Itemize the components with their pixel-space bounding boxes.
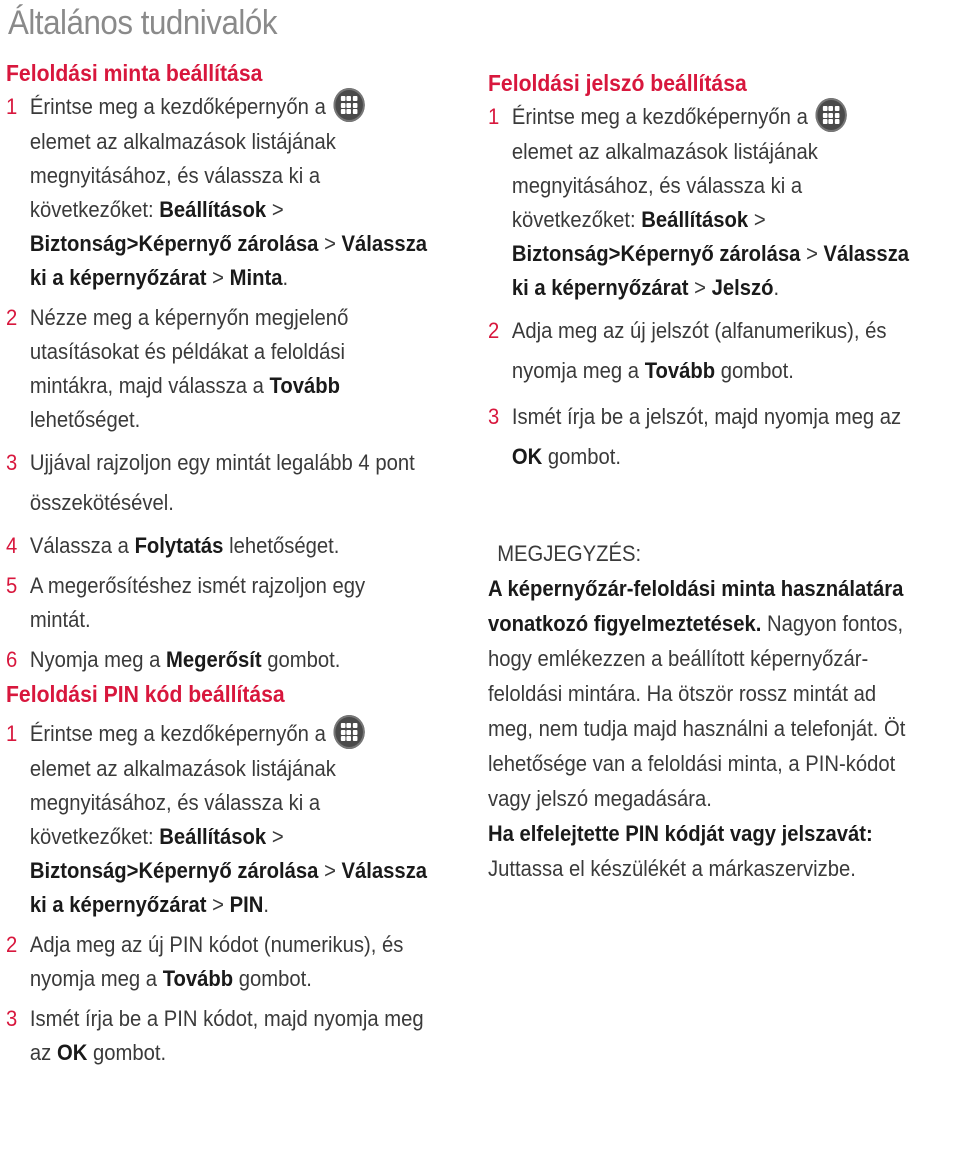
step-number: 1	[6, 94, 18, 119]
pin-step-1	[6, 717, 429, 922]
pattern-heading: Feloldási minta beállítása	[6, 60, 263, 86]
password-heading: Feloldási jelszó beállítása	[488, 70, 747, 96]
pattern-step-2	[6, 301, 429, 437]
pin-heading: Feloldási PIN kód beállítása	[6, 681, 285, 708]
step-text: Érintse meg a kezdőképernyőn a elemet az alkalmazások listájának megnyitásához, és válassza ki a következőket: Beállítások > Biztonság>Képernyő zárolása > Válassza ki a képernyőzárat > PIN.	[30, 717, 429, 922]
step-number: 4	[6, 533, 18, 559]
step-text: Válassza a Folytatás lehetőséget.	[29, 533, 340, 559]
step-text: Adja meg az új PIN kódot (numerikus), és nyomja meg a Tovább gombot.	[29, 932, 404, 992]
step-text: Adja meg az új jelszót (alfanumerikus), és nyomja meg a Tovább gombot.	[511, 318, 887, 384]
pattern-step-6	[6, 643, 429, 677]
pattern-step-1	[6, 90, 429, 295]
step-text: A megerősítéshez ismét rajzoljon egy mintát.	[29, 573, 366, 633]
pin-step-2	[6, 928, 429, 996]
step-number: 2	[488, 318, 500, 344]
step-text: Érintse meg a kezdőképernyőn a elemet az alkalmazások listájának megnyitásához, és válassza ki a következőket: Beállítások > Biztonság>Képernyő zárolása > Válassza ki a képernyőzárat > Minta.	[30, 90, 429, 295]
step-number: 1	[6, 721, 18, 747]
step-text: Érintse meg a kezdőképernyőn a elemet az alkalmazások listájának megnyitásához, és válassza ki a következőket: Beállítások > Biztonság>Képernyő zárolása > Válassza ki a képernyőzárat > Jelszó.	[512, 100, 920, 305]
step-text: Nyomja meg a Megerősít gombot.	[29, 647, 341, 673]
apps-grid-icon	[333, 715, 364, 749]
pin-step-3	[6, 1002, 429, 1070]
note-body	[488, 571, 920, 886]
step-number: 3	[6, 1006, 18, 1032]
pattern-step-3	[6, 443, 429, 523]
step-number: 2	[6, 305, 18, 331]
step-number: 5	[6, 573, 18, 599]
step-text: Ismét írja be a PIN kódot, majd nyomja meg az OK gombot.	[29, 1006, 424, 1066]
pattern-step-4	[6, 529, 429, 563]
password-step-2	[488, 311, 920, 391]
note-forgot: Ha elfelejtette PIN kódját vagy jelszavát:	[488, 821, 873, 847]
step-number: 6	[6, 647, 18, 673]
note-title: MEGJEGYZÉS:	[497, 541, 642, 567]
step-number: 1	[488, 104, 500, 129]
step-text: Nézze meg a képernyőn megjelenő utasításokat és példákat a feloldási mintákra, majd válassza a Tovább lehetőséget.	[29, 305, 349, 433]
note-warning: A képernyőzár-feloldási minta használatára vonatkozó figyelmeztetések.	[488, 576, 904, 637]
step-number: 3	[6, 450, 18, 476]
password-step-1	[488, 100, 920, 305]
note-text: Nagyon fontos, hogy emlékezzen a beállított képernyőzár-feloldási mintára. Ha ötször rossz mintát ad meg, nem tudja majd használni a telefonját. Öt lehetősége van a feloldási minta, a PIN-kódot vagy jelszó megadására.	[488, 611, 906, 812]
right-column	[488, 66, 958, 886]
apps-grid-icon	[815, 98, 846, 132]
step-number: 3	[488, 404, 500, 430]
step-text: Ismét írja be a jelszót, majd nyomja meg az OK gombot.	[511, 404, 902, 470]
note-forgot-text: Juttassa el készülékét a márkaszervizbe.	[488, 856, 856, 882]
password-step-3	[488, 397, 920, 477]
step-number: 2	[6, 932, 18, 958]
page-title: Általános tudnivalók	[8, 4, 278, 42]
step-text: Ujjával rajzoljon egy mintát legalább 4 pont összekötésével.	[29, 450, 415, 516]
left-column	[6, 56, 466, 1070]
pattern-step-5	[6, 569, 429, 637]
apps-grid-icon	[333, 88, 364, 122]
